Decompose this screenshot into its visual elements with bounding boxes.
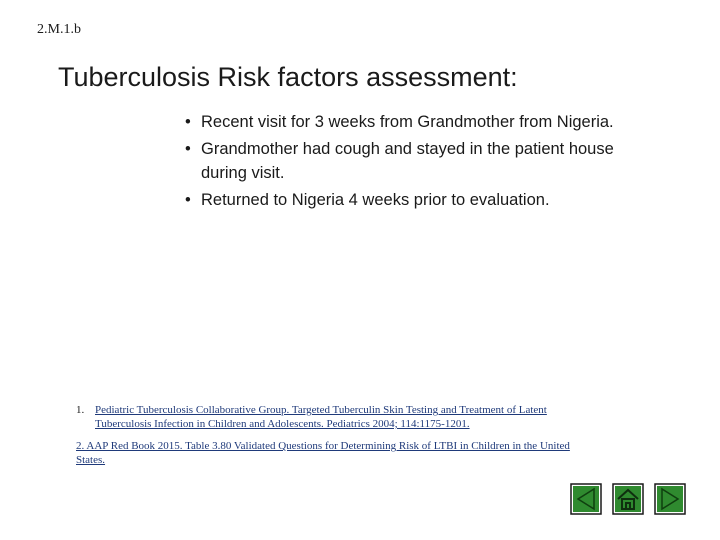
reference-2 xyxy=(76,439,576,467)
bullet-dot-icon: • xyxy=(185,191,191,209)
previous-button[interactable] xyxy=(570,483,602,515)
bullet-item xyxy=(185,137,640,185)
slide-id: 2.M.1.b xyxy=(37,22,81,37)
bullet-list xyxy=(185,110,640,215)
slide-title: Tuberculosis Risk factors assessment: xyxy=(58,62,518,92)
references xyxy=(76,403,576,467)
reference-1 xyxy=(76,403,576,431)
bullet-text: Recent visit for 3 weeks from Grandmother from Nigeria. xyxy=(201,113,614,131)
reference-2-link[interactable]: 2. AAP Red Book 2015. Table 3.80 Validated Questions for Determining Risk of LTBI in Children in the United States. xyxy=(76,440,570,466)
bullet-text: Grandmother had cough and stayed in the patient house during visit. xyxy=(201,140,614,182)
home-button[interactable] xyxy=(612,483,644,515)
reference-number: 1. xyxy=(76,404,85,416)
bullet-item xyxy=(185,188,640,212)
bullet-dot-icon: • xyxy=(185,140,191,158)
bullet-item xyxy=(185,110,640,134)
bullet-text: Returned to Nigeria 4 weeks prior to evaluation. xyxy=(201,191,550,209)
next-button[interactable] xyxy=(654,483,686,515)
bullet-dot-icon: • xyxy=(185,113,191,131)
reference-1-link[interactable]: Pediatric Tuberculosis Collaborative Group. Targeted Tuberculin Skin Testing and Treatment of Latent Tuberculosis Infection in Children and Adolescents. Pediatrics 2004; 114:1175-1201. xyxy=(95,404,547,430)
